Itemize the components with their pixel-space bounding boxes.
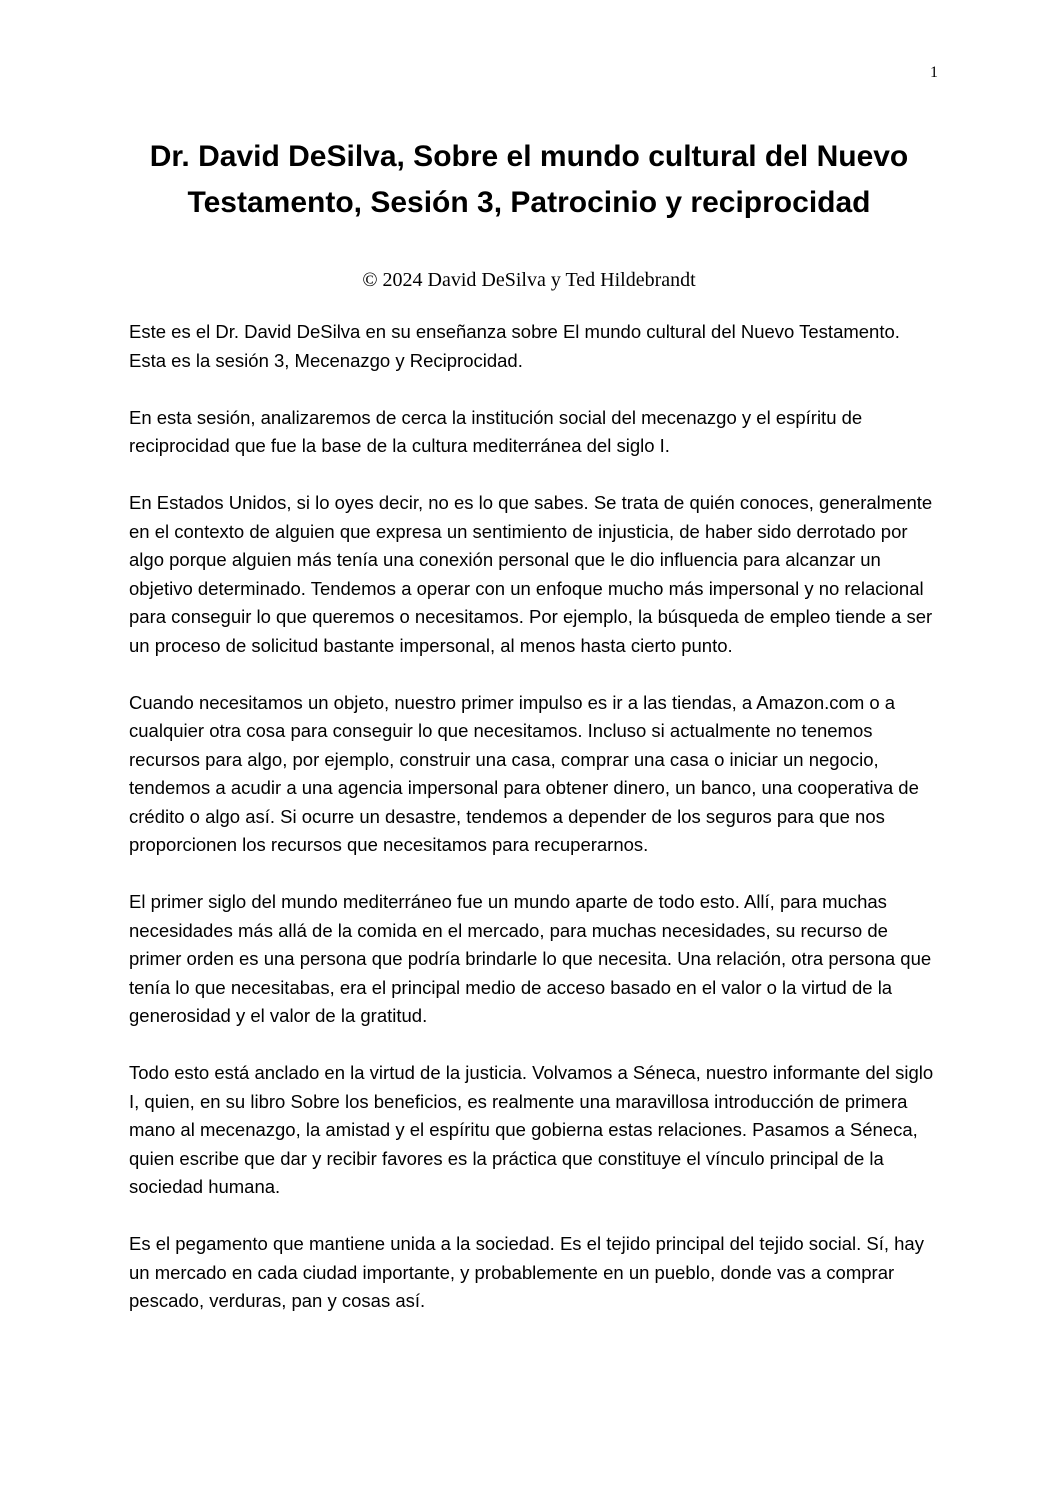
paragraph-1: Este es el Dr. David DeSilva en su enseñanza sobre El mundo cultural del Nuevo Testamento. Esta es la sesión 3, Mecenazgo y Reciprocidad. — [129, 321, 900, 371]
paragraph-7: Es el pegamento que mantiene unida a la sociedad. Es el tejido principal del tejido social. Sí, hay un mercado en cada ciudad importante, y probablemente en un pueblo, donde vas a comprar pescado, verduras, pan y cosas así. — [129, 1233, 924, 1311]
page-number: 1 — [930, 64, 938, 81]
paragraph-4: Cuando necesitamos un objeto, nuestro primer impulso es ir a las tiendas, a Amazon.com o a cualquier otra cosa para conseguir lo que necesitamos. Incluso si actualmente no tenemos recursos para algo, por ejemplo, construir una casa, comprar una casa o iniciar un negocio, tendemos a acudir a una agencia impersonal para obtener dinero, un banco, una cooperativa de crédito o algo así. Si ocurre un desastre, tendemos a depender de los seguros para que nos proporcionen los recursos que necesitamos para recuperarnos. — [129, 691, 919, 855]
paragraph-3: En Estados Unidos, si lo oyes decir, no es lo que sabes. Se trata de quién conoces, generalmente en el contexto de alguien que expresa un sentimiento de injusticia, de haber sido derrotado por algo porque alguien más tenía una conexión personal que le dio influencia para alcanzar un objetivo determinado. Tendemos a operar con un enfoque mucho más impersonal y no relacional para conseguir lo que queremos o necesitamos. Por ejemplo, la búsqueda de empleo tiende a ser un proceso de solicitud bastante impersonal, al menos hasta cierto punto. — [129, 492, 933, 656]
copyright-line: © 2024 David DeSilva y Ted Hildebrandt — [362, 269, 696, 291]
paragraph-6: Todo esto está anclado en la virtud de la justicia. Volvamos a Séneca, nuestro informante del siglo I, quien, en su libro Sobre los beneficios, es realmente una maravillosa introducción de primera mano al mecenazgo, la amistad y el espíritu que gobierna estas relaciones. Pasamos a Séneca, quien escribe que dar y recibir favores es la práctica que constituye el vínculo principal de la sociedad humana. — [129, 1062, 934, 1197]
document-body — [129, 318, 937, 1344]
paragraph-2: En esta sesión, analizaremos de cerca la institución social del mecenazgo y el espíritu de reciprocidad que fue la base de la cultura mediterránea del siglo I. — [129, 406, 863, 456]
paragraph-5: El primer siglo del mundo mediterráneo fue un mundo aparte de todo esto. Allí, para muchas necesidades más allá de la comida en el mercado, para muchas necesidades, su recurso de primer orden es una persona que podría brindarle lo que necesita. Una relación, otra persona que tenía lo que necesitabas, era el principal medio de acceso basado en el valor o la virtud de la generosidad y el valor de la gratitud. — [129, 891, 932, 1026]
document-title: Dr. David DeSilva, Sobre el mundo cultural del Nuevo Testamento, Sesión 3, Patrocinio y reciprocidad — [149, 140, 909, 219]
